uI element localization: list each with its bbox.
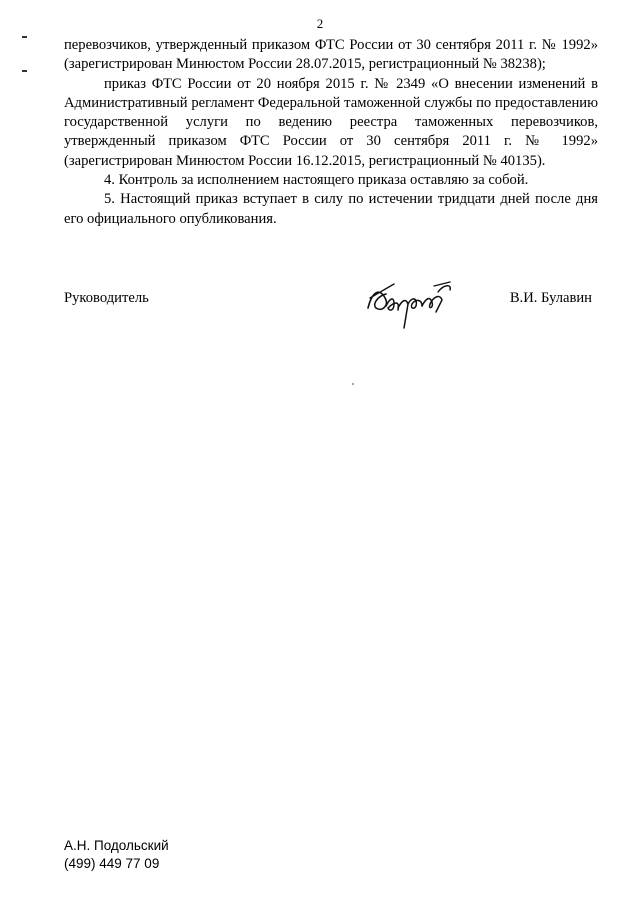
scan-margin-mark (22, 70, 27, 72)
scan-speck (352, 383, 354, 385)
paragraph-order-2349: приказ ФТС России от 20 ноября 2015 г. № 2349 «О внесении изменений в Административный регламент Федеральной таможенной службы по предоставлению государственной услуги по ведению реестра таможенных перевозчиков, утвержденный приказом ФТС России от 30 сентября 2011 г. № 1992» (зарегистрирован Минюстом России 16.12.2015, регистрационный № 40135). (64, 75, 598, 169)
scan-margin-mark (22, 36, 27, 38)
signature-block (64, 290, 598, 320)
document-body (64, 36, 598, 229)
signer-position: Руководитель (64, 290, 149, 306)
paragraph-item-4: 4. Контроль за исполнением настоящего приказа оставляю за собой. (104, 172, 529, 189)
signer-name: В.И. Булавин (509, 290, 592, 306)
paragraph-item-5: 5. Настоящий приказ вступает в силу по истечении тридцати дней после дня его официального опубликования. (64, 191, 598, 227)
page-number: 2 (316, 16, 324, 31)
paragraph-continuation: перевозчиков, утвержденный приказом ФТС России от 30 сентября 2011 г. № 1992» (зарегистрирован Минюстом России 28.07.2015, регистрационный № 38238); (64, 37, 598, 73)
executor-footer (64, 837, 169, 873)
executor-name: А.Н. Подольский (64, 838, 169, 853)
handwritten-signature (364, 278, 456, 336)
executor-phone: (499) 449 77 09 (64, 856, 160, 871)
